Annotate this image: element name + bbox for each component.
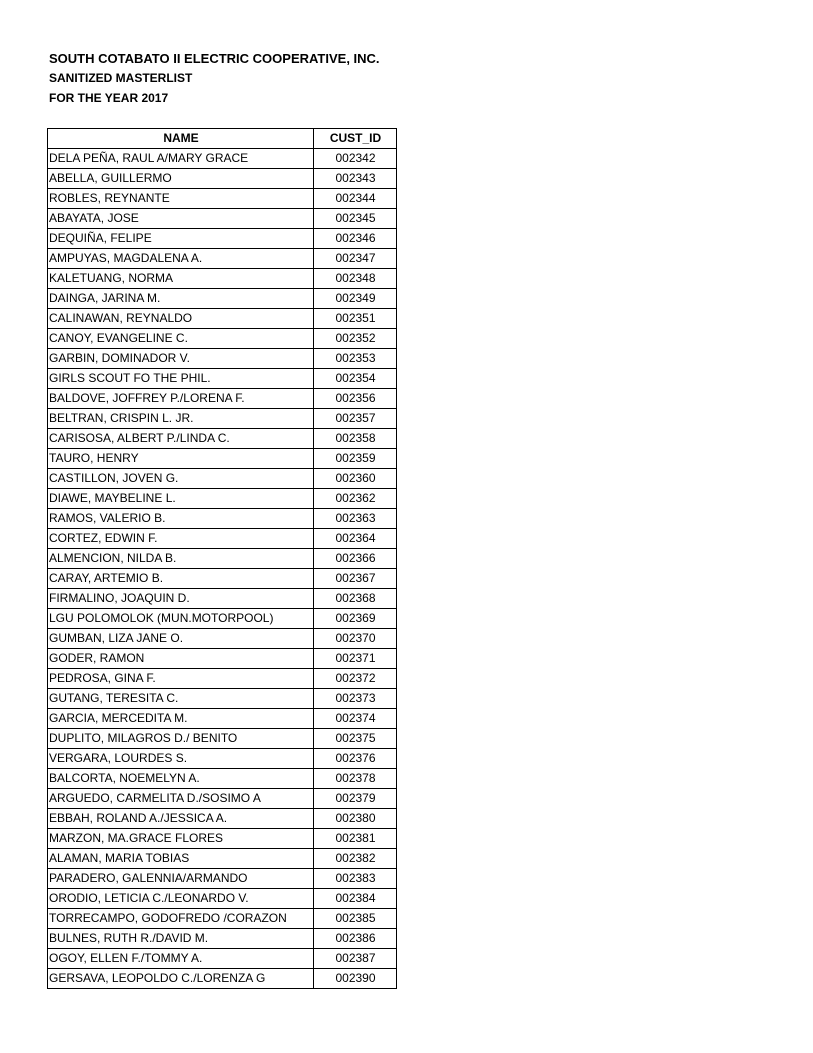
customer-name-cell: CORTEZ, EDWIN F. <box>48 529 314 549</box>
table-row <box>48 529 397 549</box>
table-row <box>48 649 397 669</box>
customer-name-cell: ROBLES, REYNANTE <box>48 189 314 209</box>
customer-id-cell: 002379 <box>314 789 397 809</box>
customer-id-cell: 002345 <box>314 209 397 229</box>
customer-name-cell: GUTANG, TERESITA C. <box>48 689 314 709</box>
customer-id-cell: 002380 <box>314 809 397 829</box>
customer-id-cell: 002344 <box>314 189 397 209</box>
customer-name-cell: BELTRAN, CRISPIN L. JR. <box>48 409 314 429</box>
table-row <box>48 509 397 529</box>
table-row <box>48 449 397 469</box>
table-row <box>48 569 397 589</box>
table-row <box>48 269 397 289</box>
customer-id-cell: 002371 <box>314 649 397 669</box>
customer-name-cell: CANOY, EVANGELINE C. <box>48 329 314 349</box>
customer-id-cell: 002367 <box>314 569 397 589</box>
customer-id-cell: 002351 <box>314 309 397 329</box>
table-row <box>48 289 397 309</box>
table-row <box>48 169 397 189</box>
customer-name-cell: ALAMAN, MARIA TOBIAS <box>48 849 314 869</box>
customer-name-cell: DIAWE, MAYBELINE L. <box>48 489 314 509</box>
customer-name-cell: TORRECAMPO, GODOFREDO /CORAZON <box>48 909 314 929</box>
customer-id-cell: 002386 <box>314 929 397 949</box>
table-row <box>48 409 397 429</box>
customer-id-cell: 002342 <box>314 149 397 169</box>
document-year: FOR THE YEAR 2017 <box>49 91 169 105</box>
table-row <box>48 549 397 569</box>
table-row <box>48 609 397 629</box>
table-row <box>48 249 397 269</box>
table-row <box>48 849 397 869</box>
table-row <box>48 949 397 969</box>
customer-id-cell: 002376 <box>314 749 397 769</box>
table-row <box>48 689 397 709</box>
customer-id-cell: 002359 <box>314 449 397 469</box>
customer-name-cell: DAINGA, JARINA M. <box>48 289 314 309</box>
customer-name-cell: AMPUYAS, MAGDALENA A. <box>48 249 314 269</box>
customer-id-cell: 002348 <box>314 269 397 289</box>
customer-name-cell: PEDROSA, GINA F. <box>48 669 314 689</box>
customer-id-cell: 002390 <box>314 969 397 989</box>
customer-name-cell: LGU POLOMOLOK (MUN.MOTORPOOL) <box>48 609 314 629</box>
customer-id-cell: 002356 <box>314 389 397 409</box>
customer-id-cell: 002373 <box>314 689 397 709</box>
customer-name-cell: RAMOS, VALERIO B. <box>48 509 314 529</box>
table-row <box>48 889 397 909</box>
customer-id-cell: 002375 <box>314 729 397 749</box>
customer-id-cell: 002383 <box>314 869 397 889</box>
table-row <box>48 629 397 649</box>
customer-name-cell: GERSAVA, LEOPOLDO C./LORENZA G <box>48 969 314 989</box>
customer-name-cell: ORODIO, LETICIA C./LEONARDO V. <box>48 889 314 909</box>
customer-name-cell: KALETUANG, NORMA <box>48 269 314 289</box>
table-row <box>48 229 397 249</box>
column-header-name: NAME <box>48 129 314 149</box>
customer-id-cell: 002368 <box>314 589 397 609</box>
customer-name-cell: BALDOVE, JOFFREY P./LORENA F. <box>48 389 314 409</box>
table-row <box>48 869 397 889</box>
table-row <box>48 769 397 789</box>
customer-name-cell: FIRMALINO, JOAQUIN D. <box>48 589 314 609</box>
table-row <box>48 349 397 369</box>
customer-id-cell: 002387 <box>314 949 397 969</box>
table-row <box>48 669 397 689</box>
customer-name-cell: EBBAH, ROLAND A./JESSICA A. <box>48 809 314 829</box>
table-row <box>48 709 397 729</box>
customer-id-cell: 002363 <box>314 509 397 529</box>
customer-name-cell: CASTILLON, JOVEN G. <box>48 469 314 489</box>
customer-name-cell: TAURO, HENRY <box>48 449 314 469</box>
masterlist-table <box>47 128 397 989</box>
table-row <box>48 829 397 849</box>
table-row <box>48 189 397 209</box>
table-row <box>48 749 397 769</box>
table-row <box>48 209 397 229</box>
customer-id-cell: 002382 <box>314 849 397 869</box>
customer-id-cell: 002370 <box>314 629 397 649</box>
customer-name-cell: MARZON, MA.GRACE FLORES <box>48 829 314 849</box>
customer-id-cell: 002381 <box>314 829 397 849</box>
customer-id-cell: 002385 <box>314 909 397 929</box>
customer-name-cell: OGOY, ELLEN F./TOMMY A. <box>48 949 314 969</box>
customer-id-cell: 002384 <box>314 889 397 909</box>
customer-name-cell: DEQUIÑA, FELIPE <box>48 229 314 249</box>
table-row <box>48 389 397 409</box>
customer-id-cell: 002352 <box>314 329 397 349</box>
table-row <box>48 489 397 509</box>
table-row <box>48 329 397 349</box>
table-row <box>48 969 397 989</box>
customer-id-cell: 002354 <box>314 369 397 389</box>
customer-id-cell: 002372 <box>314 669 397 689</box>
table-header-row <box>48 129 397 149</box>
customer-id-cell: 002364 <box>314 529 397 549</box>
customer-name-cell: ALMENCION, NILDA B. <box>48 549 314 569</box>
customer-name-cell: BALCORTA, NOEMELYN A. <box>48 769 314 789</box>
customer-name-cell: GODER, RAMON <box>48 649 314 669</box>
customer-id-cell: 002358 <box>314 429 397 449</box>
customer-name-cell: VERGARA, LOURDES S. <box>48 749 314 769</box>
customer-id-cell: 002353 <box>314 349 397 369</box>
table-row <box>48 429 397 449</box>
table-row <box>48 729 397 749</box>
customer-id-cell: 002349 <box>314 289 397 309</box>
table-row <box>48 789 397 809</box>
customer-id-cell: 002378 <box>314 769 397 789</box>
customer-name-cell: ABAYATA, JOSE <box>48 209 314 229</box>
customer-name-cell: ARGUEDO, CARMELITA D./SOSIMO A <box>48 789 314 809</box>
customer-id-cell: 002343 <box>314 169 397 189</box>
customer-id-cell: 002366 <box>314 549 397 569</box>
document-subtitle: SANITIZED MASTERLIST <box>49 71 193 85</box>
customer-name-cell: DUPLITO, MILAGROS D./ BENITO <box>48 729 314 749</box>
customer-name-cell: BULNES, RUTH R./DAVID M. <box>48 929 314 949</box>
customer-name-cell: PARADERO, GALENNIA/ARMANDO <box>48 869 314 889</box>
customer-name-cell: DELA PEÑA, RAUL A/MARY GRACE <box>48 149 314 169</box>
customer-id-cell: 002347 <box>314 249 397 269</box>
customer-name-cell: GARCIA, MERCEDITA M. <box>48 709 314 729</box>
customer-id-cell: 002346 <box>314 229 397 249</box>
table-row <box>48 909 397 929</box>
customer-name-cell: CALINAWAN, REYNALDO <box>48 309 314 329</box>
customer-name-cell: GIRLS SCOUT FO THE PHIL. <box>48 369 314 389</box>
table-row <box>48 469 397 489</box>
customer-id-cell: 002374 <box>314 709 397 729</box>
customer-name-cell: CARISOSA, ALBERT P./LINDA C. <box>48 429 314 449</box>
customer-id-cell: 002360 <box>314 469 397 489</box>
table-row <box>48 369 397 389</box>
customer-name-cell: GARBIN, DOMINADOR V. <box>48 349 314 369</box>
table-row <box>48 309 397 329</box>
customer-id-cell: 002369 <box>314 609 397 629</box>
customer-name-cell: CARAY, ARTEMIO B. <box>48 569 314 589</box>
company-title: SOUTH COTABATO II ELECTRIC COOPERATIVE, INC. <box>49 51 380 66</box>
table-row <box>48 589 397 609</box>
column-header-cust-id: CUST_ID <box>314 129 397 149</box>
table-row <box>48 149 397 169</box>
customer-name-cell: GUMBAN, LIZA JANE O. <box>48 629 314 649</box>
customer-id-cell: 002357 <box>314 409 397 429</box>
customer-id-cell: 002362 <box>314 489 397 509</box>
table-row <box>48 809 397 829</box>
table-body <box>48 149 397 989</box>
document-heading <box>49 50 380 110</box>
table-row <box>48 929 397 949</box>
customer-name-cell: ABELLA, GUILLERMO <box>48 169 314 189</box>
